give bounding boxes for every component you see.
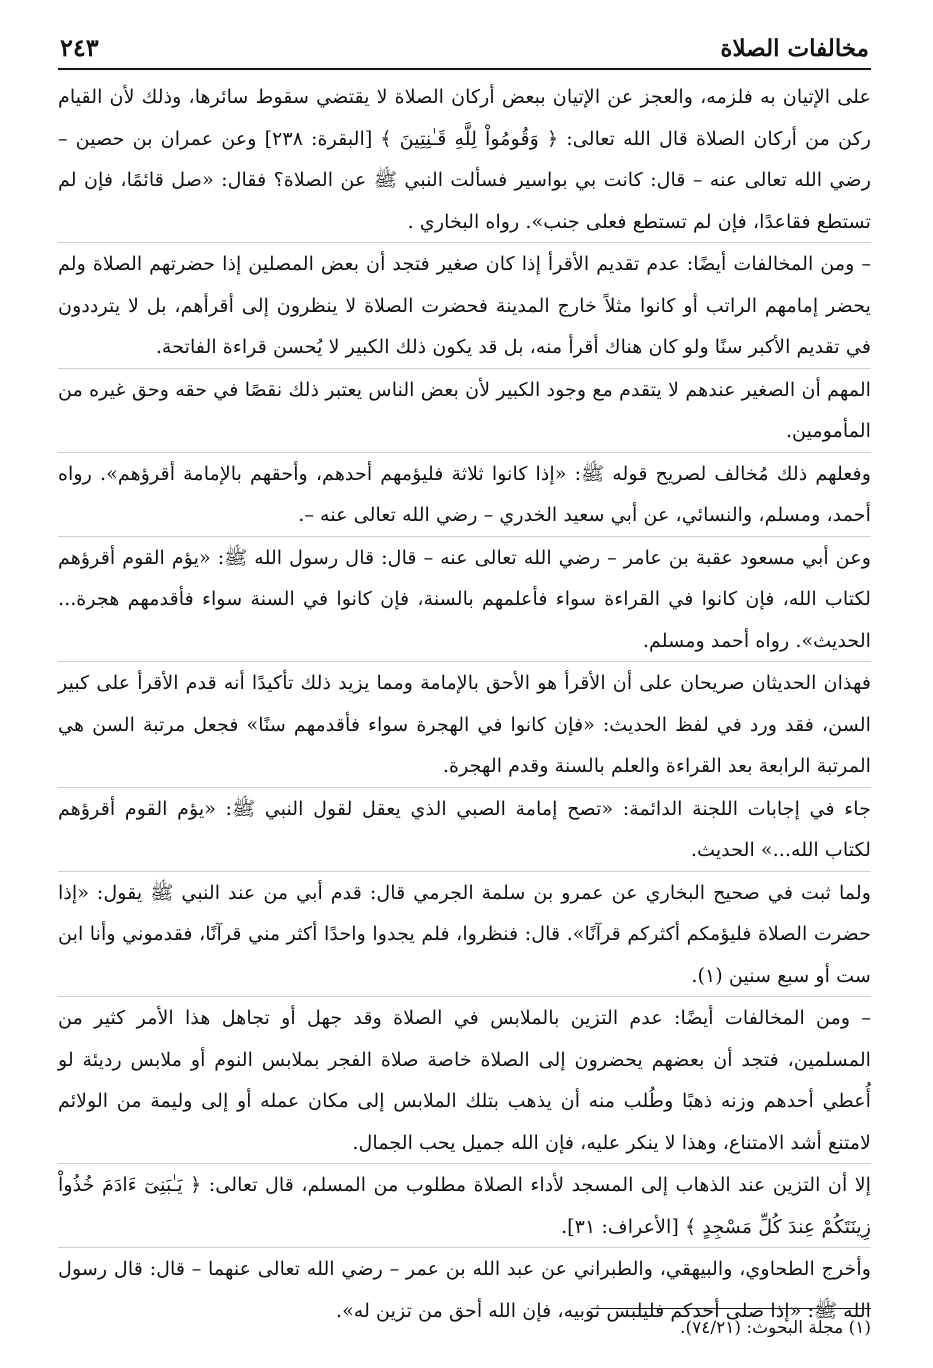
paragraph-two-hadiths: [58, 661, 871, 787]
paragraph-text: على الإتيان به فلزمه، والعجز عن الإتيان ببعض أركان الصلاة لا يقتضي سقوط سائرها، وذلك لأن القيام ركن من أركان الصلاة قال الله تعالى: ﴿ وَقُومُواْ لِلَّهِ قَـٰنِتِينَ ﴾ [البقرة: ٢٣٨] وعن عمران بن حصين – رضي الله تعالى عنه – قال: كانت بي بواسير فسألت النبي ﷺ عن الصلاة؟ فقال: «صل قائمًا، فإن لم تستطع فقاعدًا، فإن لم تستطع فعلى جنب». رواه البخاري .: [58, 85, 871, 233]
footnote: (١) مجلة البحوث: (٧٤/٢١).: [680, 1318, 871, 1338]
footnote-divider: [591, 1308, 871, 1309]
paragraph-text: وعن أبي مسعود عقبة بن عامر – رضي الله تعالى عنه – قال: قال رسول الله ﷺ: «يؤم القوم أقرؤهم لكتاب الله، فإن كانوا في القراءة سواء فأعلمهم بالسنة، فإن كانوا في السنة سواء فأقدمهم هجرة... الحديث». رواه أحمد ومسلم.: [58, 545, 871, 652]
paragraph-text: إلا أن التزين عند الذهاب إلى المسجد لأداء الصلاة مطلوب من المسلم، قال تعالى: ﴿ يَـٰبَنِىٓ ءَادَمَ خُذُواْ زِينَتَكُمْ عِندَ كُلِّ مَسْجِدٍ ﴾ [الأعراف: ٣١].: [58, 1173, 871, 1238]
paragraph-text: فهذان الحديثان صريحان على أن الأقرأ هو الأحق بالإمامة ومما يزيد ذلك تأكيدًا أنه قدم الأقرأ على كبير السن، فقد ورد في لفظ الحديث: «فإن كانوا في الهجرة سواء فأقدمهم سنًا» فجعل مرتبة السن هي المرتبة الرابعة بعد القراءة والعلم بالسنة وقدم الهجرة.: [58, 671, 871, 777]
paragraph-text: – ومن المخالفات أيضًا: عدم تقديم الأقرأ إذا كان صغير فتجد أن بعض المصلين إذا حضرتهم الصلاة ولم يحضر إمامهم الراتب أو كانوا مثلاً خارج المدينة فحضرت الصلاة لا ينظرون إلى أقرأهم، بل لا يترددون في تقديم الأكبر سنًا ولو كان هناك أقرأ منه، بل قد يكون ذلك الكبير لا يُحسن قراءة الفاتحة.: [58, 252, 871, 358]
paragraph-imam-reciter: [58, 242, 871, 368]
paragraph-quran-verse: [58, 1163, 871, 1247]
page-number: ٢٤٣: [60, 33, 99, 62]
paragraph-text: جاء في إجابات اللجنة الدائمة: «تصح إمامة الصبي الذي يعقل لقول النبي ﷺ: «يؤم القوم أقرؤهم لكتاب الله...» الحديث.: [58, 796, 871, 861]
paragraph-hadith-abu-masud: [58, 536, 871, 662]
paragraph-text: – ومن المخالفات أيضًا: عدم التزين بالملابس في الصلاة وقد جهل أو تجاهل هذا الأمر كثير من المسلمين، فتجد أن بعضهم يحضرون إلى الصلاة خاصة صلاة الفجر بملابس النوم أو ملابس رديئة لو أُعطي أحدهم وزنه ذهبًا وطُلب منه أن يذهب بتلك الملابس إلى مكان عمله أو إلى وليمة من الولائم لامتنع أشد الامتناع، وهذا لا ينكر عليه، فإن الله جميل يحب الجمال.: [58, 1006, 871, 1154]
paragraph-hadith-three: [58, 452, 871, 536]
running-title: مخالفات الصلاة: [720, 35, 869, 62]
page-header: [58, 30, 871, 70]
paragraph-amr-ibn-salama: [58, 871, 871, 997]
paragraph-text: وأخرج الطحاوي، والبيهقي، والطبراني عن عبد الله بن عمر – رضي الله تعالى عنهما – قال: قال رسول الله ﷺ: «إذا صلى أحدكم فليلبس ثوبيه، فإن الله أحق من تزين له».: [58, 1257, 871, 1322]
paragraph-text: المهم أن الصغير عندهم لا يتقدم مع وجود الكبير لأن بعض الناس يعتبر ذلك نقصًا في حقه وحق غيره من المأمومين.: [58, 377, 871, 442]
paragraph-young-imam: [58, 368, 871, 452]
paragraph-text: وفعلهم ذلك مُخالف لصريح قوله ﷺ: «إذا كانوا ثلاثة فليؤمهم أحدهم، وأحقهم بالإمامة أقرؤهم». رواه أحمد، ومسلم، والنسائي، عن أبي سعيد الخدري – رضي الله تعالى عنه –.: [58, 461, 871, 526]
paragraph-committee: [58, 787, 871, 871]
page-body: [58, 76, 871, 1331]
paragraph-standing-prayer: [58, 76, 871, 242]
paragraph-adornment: [58, 996, 871, 1163]
paragraph-text: ولما ثبت في صحيح البخاري عن عمرو بن سلمة الجرمي قال: قدم أبي من عند النبي ﷺ يقول: «إذا حضرت الصلاة فليؤمكم أكثركم قرآنًا». قال: فنظروا، فلم يجدوا واحدًا أكثر مني قرآنًا، فقدموني وأنا ابن ست أو سبع سنين (١).: [58, 880, 871, 987]
